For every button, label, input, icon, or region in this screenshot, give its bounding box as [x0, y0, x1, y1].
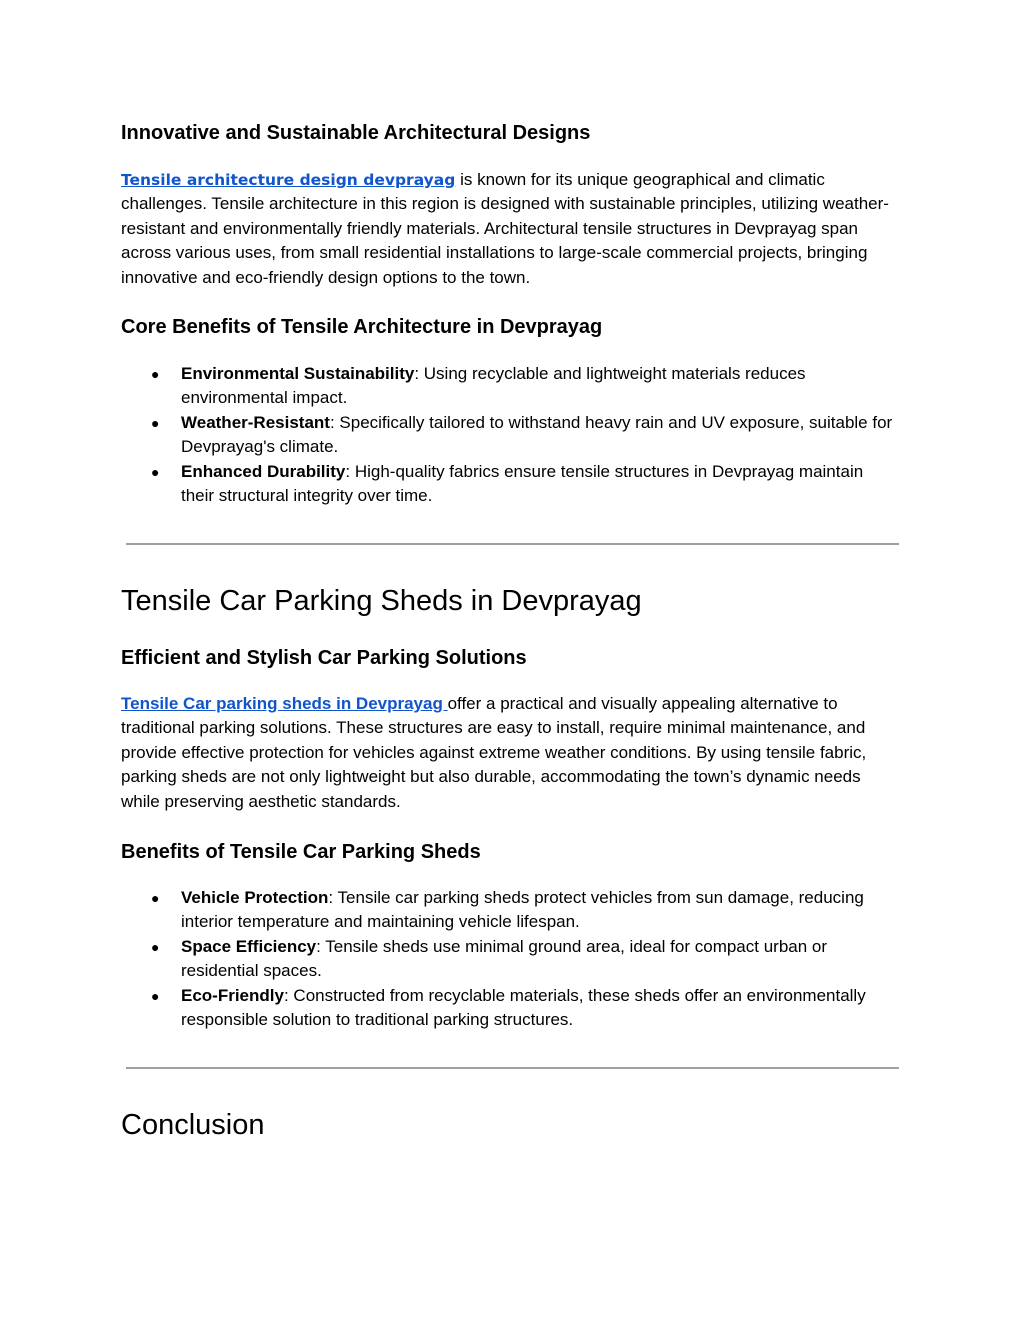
list-item-desc: : High-quality fabrics ensure tensile structures in Devprayag maintain their structural integrity over time.	[181, 461, 864, 506]
horizontal-divider	[126, 543, 899, 545]
core-benefits-list	[121, 362, 899, 508]
shed-benefits-list	[121, 886, 899, 1032]
list-item-term: Environmental Sustainability	[181, 364, 415, 383]
section-heading-innovative: Innovative and Sustainable Architectural Designs	[121, 122, 591, 144]
list-item-desc: : Constructed from recyclable materials, these sheds offer an environmentally responsible solution to traditional parking structures.	[181, 985, 866, 1030]
list-item	[121, 984, 899, 1033]
list-item-term: Weather-Resistant	[181, 412, 330, 432]
tensile-car-parking-link[interactable]: Tensile Car parking sheds in Devprayag	[121, 694, 448, 713]
list-item-term: Vehicle Protection	[181, 888, 329, 907]
bullet-icon: ●	[151, 938, 160, 955]
list-item-desc: : Tensile car parking sheds protect vehicles from sun damage, reducing interior temperature and maintaining vehicle lifespan.	[181, 888, 864, 932]
list-item	[121, 886, 899, 935]
list-item-term: Eco-Friendly	[181, 985, 284, 1005]
section-title-car-parking: Tensile Car Parking Sheds in Devprayag	[121, 585, 642, 617]
list-item	[121, 411, 899, 460]
list-item-desc: : Tensile sheds use minimal ground area, ideal for compact urban or residential spaces.	[181, 936, 828, 981]
car-parking-paragraph	[121, 692, 899, 814]
list-item	[121, 362, 899, 411]
bullet-icon: ●	[151, 987, 160, 1004]
list-item	[121, 935, 899, 984]
section-heading-core-benefits: Core Benefits of Tensile Architecture in Devprayag	[121, 316, 603, 338]
list-item	[121, 460, 899, 509]
section-heading-efficient: Efficient and Stylish Car Parking Solutions	[121, 647, 527, 669]
list-item-desc: : Specifically tailored to withstand heavy rain and UV exposure, suitable for Devprayag's climate.	[181, 412, 893, 457]
horizontal-divider	[126, 1067, 899, 1069]
list-item-term: Enhanced Durability	[181, 461, 346, 481]
bullet-icon: ●	[151, 414, 160, 431]
bullet-icon: ●	[151, 890, 160, 906]
tensile-architecture-link[interactable]: Tensile architecture design devprayag	[121, 171, 456, 189]
section-heading-benefits-sheds: Benefits of Tensile Car Parking Sheds	[121, 841, 481, 863]
intro-paragraph-text: is known for its unique geographical and climatic challenges. Tensile architecture in this region is designed with sustainable principles, utilizing weather-resistant and environmentally friendly materials. Architectural tensile structures in Devprayag span across various uses, from small residential installations to large-scale commercial projects, bringing innovative and eco-friendly design options to the town.	[121, 170, 889, 287]
intro-paragraph	[121, 168, 899, 290]
car-parking-paragraph-text: offer a practical and visually appealing alternative to traditional parking solutions. These structures are easy to install, require minimal maintenance, and provide effective protection for vehicles against extreme weather conditions. By using tensile fabric, parking sheds are not only lightweight but also durable, accommodating the town’s dynamic needs while preserving aesthetic standards.	[121, 694, 867, 811]
list-item-term: Space Efficiency	[181, 936, 317, 956]
bullet-icon: ●	[151, 366, 160, 382]
bullet-icon: ●	[151, 463, 160, 480]
list-item-desc: : Using recyclable and lightweight materials reduces environmental impact.	[181, 364, 806, 408]
section-title-conclusion: Conclusion	[121, 1109, 265, 1141]
